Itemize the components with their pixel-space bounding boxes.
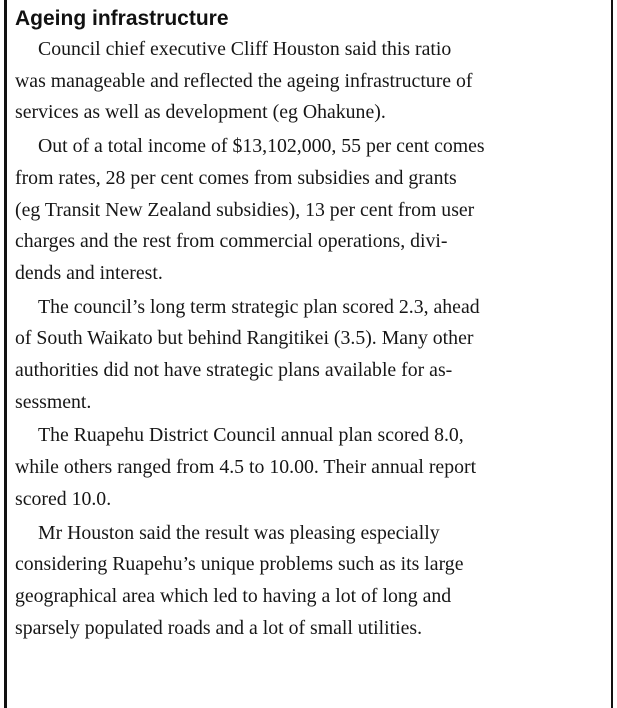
paragraph-line: The council’s long term strategic plan scored 2.3, ahead (38, 295, 480, 318)
paragraph-line: dends and interest. (15, 261, 163, 284)
paragraph-line: The Ruapehu District Council annual plan scored 8.0, (38, 424, 464, 447)
paragraph-line: Mr Houston said the result was pleasing especially (38, 521, 440, 544)
column-left-rule (4, 0, 7, 708)
paragraph-line: charges and the rest from commercial operations, divi- (15, 230, 448, 253)
paragraph-line: services as well as development (eg Ohakune). (15, 101, 386, 124)
paragraph-line: scored 10.0. (15, 487, 112, 510)
paragraph-line: (eg Transit New Zealand subsidies), 13 per cent from user (15, 198, 475, 221)
article-paragraph (15, 518, 605, 645)
paragraph-line: authorities did not have strategic plans available for as- (15, 359, 453, 382)
paragraph-line: considering Ruapehu’s unique problems such as its large (15, 553, 464, 576)
article-column (15, 0, 605, 646)
paragraph-line: geographical area which led to having a lot of long and (15, 584, 452, 607)
paragraph-line: was manageable and reflected the ageing infrastructure of (15, 69, 473, 92)
paragraph-line: while others ranged from 4.5 to 10.00. Their annual report (15, 456, 477, 479)
column-right-rule (611, 0, 613, 708)
article-paragraph (15, 420, 605, 515)
paragraph-line: of South Waikato but behind Rangitikei (3.5). Many other (15, 327, 474, 350)
paragraph-line: Out of a total income of $13,102,000, 55 per cent comes (38, 135, 485, 158)
article-paragraph (15, 131, 605, 290)
article-paragraph (15, 34, 605, 129)
paragraph-line: sparsely populated roads and a lot of small utilities. (15, 616, 423, 639)
article-heading: Ageing infrastructure (15, 7, 229, 30)
paragraph-line: Council chief executive Cliff Houston said this ratio (38, 38, 452, 60)
paragraph-line: sessment. (15, 390, 92, 413)
article-paragraph (15, 292, 605, 419)
paragraph-line: from rates, 28 per cent comes from subsidies and grants (15, 166, 457, 189)
